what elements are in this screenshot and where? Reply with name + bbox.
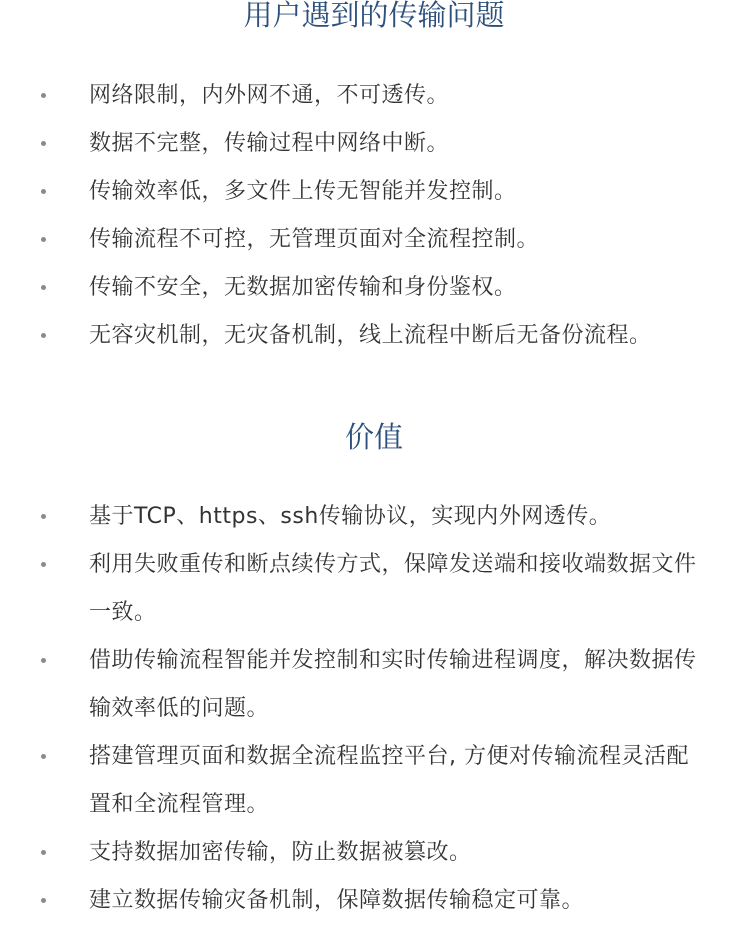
bullet-icon — [40, 72, 48, 120]
bullet-icon — [40, 216, 48, 264]
bullet-icon — [40, 541, 48, 589]
list-item — [0, 829, 730, 877]
bullet-icon — [40, 120, 48, 168]
list-item — [0, 541, 730, 637]
list-item-text: 借助传输流程智能并发控制和实时传输进程调度，解决数据传输效率低的问题。 — [89, 648, 697, 721]
list-item-text: 传输不安全，无数据加密传输和身份鉴权。 — [89, 275, 517, 300]
list-item — [0, 216, 730, 264]
list-item — [0, 493, 730, 541]
list-item — [0, 312, 730, 360]
list-item-text: 利用失败重传和断点续传方式，保障发送端和接收端数据文件一致。 — [89, 552, 697, 625]
list-item-text: 传输流程不可控，无管理页面对全流程控制。 — [89, 227, 540, 252]
list-item — [0, 264, 730, 312]
bullet-icon — [40, 877, 48, 925]
problems-list — [0, 72, 730, 360]
section-title-problems: 用户遇到的传输问题 — [243, 0, 505, 32]
list-item — [0, 72, 730, 120]
list-item — [0, 877, 730, 925]
bullet-icon — [40, 264, 48, 312]
list-item-text: 传输效率低，多文件上传无智能并发控制。 — [89, 179, 517, 204]
list-item-text: 基于TCP、https、ssh传输协议，实现内外网透传。 — [89, 504, 612, 529]
bullet-icon — [40, 829, 48, 877]
list-item-text: 数据不完整，传输过程中网络中断。 — [89, 131, 450, 156]
list-item — [0, 168, 730, 216]
list-item — [0, 733, 730, 829]
list-item-text: 无容灾机制，无灾备机制，线上流程中断后无备份流程。 — [89, 323, 652, 348]
list-item-text: 搭建管理页面和数据全流程监控平台, 方便对传输流程灵活配置和全流程管理。 — [89, 744, 689, 817]
list-item-text: 网络限制，内外网不通，不可透传。 — [89, 83, 450, 108]
list-item — [0, 120, 730, 168]
value-list — [0, 493, 730, 925]
list-item — [0, 637, 730, 733]
bullet-icon — [40, 168, 48, 216]
bullet-icon — [40, 733, 48, 781]
bullet-icon — [40, 637, 48, 685]
list-item-text: 建立数据传输灾备机制，保障数据传输稳定可靠。 — [89, 888, 585, 913]
section-title-value: 价值 — [344, 420, 403, 454]
list-item-text: 支持数据加密传输，防止数据被篡改。 — [89, 840, 472, 865]
bullet-icon — [40, 312, 48, 360]
bullet-icon — [40, 493, 48, 541]
